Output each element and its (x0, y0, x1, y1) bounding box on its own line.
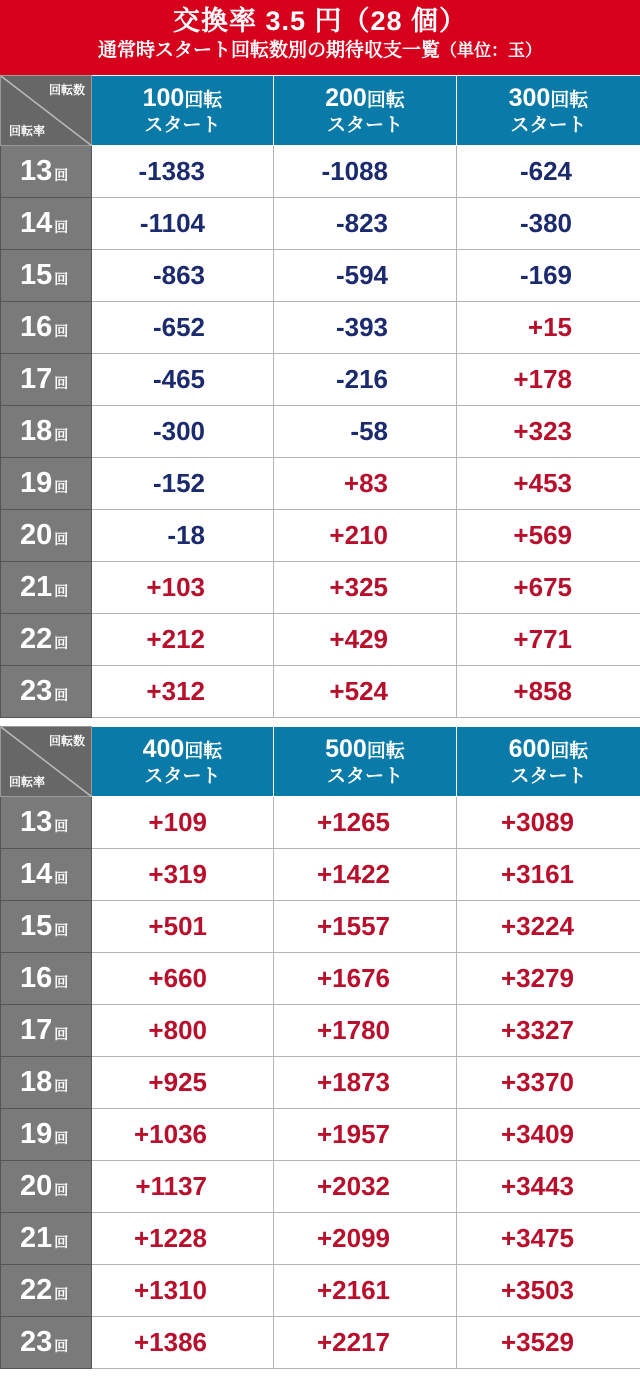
table-row (1, 953, 640, 1005)
value-cell: -380 (457, 198, 640, 250)
column-spins (274, 84, 456, 115)
row-rate-suffix: 回 (54, 1286, 69, 1302)
corner-row-label: 回転率 (9, 124, 46, 138)
table-row (1, 1005, 640, 1057)
column-spins (274, 735, 456, 766)
table-row (1, 614, 640, 666)
column-start-label: スタート (510, 765, 587, 787)
column-header-100 (92, 76, 274, 146)
corner-col-label: 回転数 (48, 734, 85, 748)
table-row (1, 146, 640, 198)
row-header-16 (1, 302, 92, 354)
row-rate-suffix: 回 (54, 479, 69, 495)
row-rate-value: 21 (20, 1222, 53, 1254)
row-header-15 (1, 250, 92, 302)
corner-row-label: 回転率 (9, 775, 46, 789)
table-row (1, 562, 640, 614)
unit-label: （単位：玉） (440, 41, 542, 60)
value-cell: +2032 (274, 1161, 457, 1213)
value-cell: +569 (457, 510, 640, 562)
value-cell: +3443 (457, 1161, 640, 1213)
value-cell: -1383 (92, 146, 274, 198)
column-spins-unit: 回転 (366, 740, 405, 762)
value-cell: +1228 (92, 1213, 274, 1265)
value-cell: -652 (92, 302, 274, 354)
column-header-400 (92, 727, 274, 797)
value-cell: +3161 (457, 849, 640, 901)
table-row (1, 849, 640, 901)
row-rate-suffix: 回 (54, 271, 69, 287)
table-row (1, 354, 640, 406)
value-cell: +2217 (274, 1317, 457, 1369)
row-header-23 (1, 1317, 92, 1369)
row-rate-value: 18 (20, 415, 53, 447)
table-row (1, 1057, 640, 1109)
value-cell: +210 (274, 510, 457, 562)
row-rate-value: 14 (20, 858, 53, 890)
row-rate-suffix: 回 (54, 375, 69, 391)
table-gap (0, 718, 640, 726)
column-start-label: スタート (326, 114, 403, 136)
column-spins-number: 500 (325, 734, 367, 763)
row-rate-value: 19 (20, 467, 53, 499)
table-row (1, 198, 640, 250)
value-cell: +1873 (274, 1057, 457, 1109)
title-banner (0, 0, 640, 75)
column-spins (457, 735, 640, 766)
column-spins-unit: 回転 (366, 89, 405, 111)
row-rate-suffix: 回 (54, 635, 69, 651)
row-rate-suffix: 回 (54, 219, 69, 235)
value-cell: -1088 (274, 146, 457, 198)
value-cell: +1386 (92, 1317, 274, 1369)
column-header-300 (457, 76, 640, 146)
value-cell: +453 (457, 458, 640, 510)
value-cell: +1137 (92, 1161, 274, 1213)
table-row (1, 797, 640, 849)
row-rate-value: 19 (20, 1118, 53, 1150)
value-cell: +3503 (457, 1265, 640, 1317)
value-cell: +1422 (274, 849, 457, 901)
row-rate-value: 22 (20, 1274, 53, 1306)
page-subtitle (0, 37, 640, 65)
value-cell: +501 (92, 901, 274, 953)
column-spins-number: 100 (142, 83, 185, 112)
column-header-200 (274, 76, 457, 146)
row-header-15 (1, 901, 92, 953)
table-header-row (1, 727, 640, 797)
row-rate-value: 17 (20, 363, 53, 395)
expected-value-table (0, 726, 640, 1369)
value-cell: +109 (92, 797, 274, 849)
row-rate-value: 13 (20, 155, 53, 187)
value-cell: -300 (92, 406, 274, 458)
table-row (1, 901, 640, 953)
value-cell: +771 (457, 614, 640, 666)
row-rate-suffix: 回 (54, 583, 69, 599)
column-start-label: スタート (510, 114, 587, 136)
value-cell: +3475 (457, 1213, 640, 1265)
row-rate-value: 23 (20, 1326, 53, 1358)
row-rate-suffix: 回 (54, 427, 69, 443)
row-rate-value: 14 (20, 207, 53, 239)
table-row (1, 406, 640, 458)
value-cell: +312 (92, 666, 274, 718)
row-rate-suffix: 回 (54, 922, 69, 938)
table-row (1, 302, 640, 354)
value-cell: +524 (274, 666, 457, 718)
value-cell: +3327 (457, 1005, 640, 1057)
corner-cell (1, 76, 92, 146)
column-start-label: スタート (144, 114, 221, 136)
column-spins-unit: 回転 (184, 89, 223, 111)
value-cell: +2161 (274, 1265, 457, 1317)
table-row (1, 666, 640, 718)
value-cell: +925 (92, 1057, 274, 1109)
column-spins-number: 300 (508, 83, 551, 112)
row-rate-value: 16 (20, 962, 53, 994)
value-cell: +1265 (274, 797, 457, 849)
row-rate-value: 22 (20, 623, 53, 655)
value-cell: +1957 (274, 1109, 457, 1161)
value-cell: -1104 (92, 198, 274, 250)
page-title: 交換率 3.5 円（28 個） (172, 6, 468, 36)
row-header-17 (1, 1005, 92, 1057)
value-cell: +319 (92, 849, 274, 901)
column-spins-number: 200 (325, 83, 367, 112)
column-start-label: スタート (326, 765, 403, 787)
row-rate-value: 23 (20, 675, 53, 707)
row-rate-suffix: 回 (54, 323, 69, 339)
value-cell: +103 (92, 562, 274, 614)
row-header-22 (1, 1265, 92, 1317)
column-spins (92, 84, 273, 115)
value-cell: +83 (274, 458, 457, 510)
row-rate-value: 15 (20, 259, 53, 291)
column-start-label: スタート (144, 765, 221, 787)
row-header-21 (1, 562, 92, 614)
row-header-21 (1, 1213, 92, 1265)
value-cell: -624 (457, 146, 640, 198)
row-header-18 (1, 1057, 92, 1109)
value-cell: -863 (92, 250, 274, 302)
row-header-20 (1, 510, 92, 562)
column-header-600 (457, 727, 640, 797)
row-rate-suffix: 回 (54, 818, 69, 834)
value-cell: +429 (274, 614, 457, 666)
row-rate-value: 20 (20, 1170, 53, 1202)
value-cell: +3279 (457, 953, 640, 1005)
row-rate-suffix: 回 (54, 531, 69, 547)
value-cell: -18 (92, 510, 274, 562)
column-spins-unit: 回転 (550, 89, 589, 111)
value-cell: +3224 (457, 901, 640, 953)
value-cell: +3409 (457, 1109, 640, 1161)
value-cell: +660 (92, 953, 274, 1005)
value-cell: +1036 (92, 1109, 274, 1161)
row-header-13 (1, 797, 92, 849)
row-rate-suffix: 回 (54, 1078, 69, 1094)
value-cell: -465 (92, 354, 274, 406)
value-cell: -169 (457, 250, 640, 302)
value-cell: +3529 (457, 1317, 640, 1369)
value-cell: +1676 (274, 953, 457, 1005)
row-rate-value: 20 (20, 519, 53, 551)
subtitle-text: 通常時スタート回転数別の期待収支一覧 (97, 40, 440, 61)
column-header-500 (274, 727, 457, 797)
value-cell: +858 (457, 666, 640, 718)
value-cell: +2099 (274, 1213, 457, 1265)
table-header-row (1, 76, 640, 146)
column-spins-number: 400 (142, 734, 185, 763)
row-rate-value: 16 (20, 311, 53, 343)
row-rate-suffix: 回 (54, 1130, 69, 1146)
row-header-16 (1, 953, 92, 1005)
row-rate-value: 18 (20, 1066, 53, 1098)
value-cell: -393 (274, 302, 457, 354)
row-rate-suffix: 回 (54, 167, 69, 183)
table-row (1, 1109, 640, 1161)
table-row (1, 1213, 640, 1265)
table-row (1, 1265, 640, 1317)
corner-cell (1, 727, 92, 797)
value-cell: +1310 (92, 1265, 274, 1317)
value-cell: -58 (274, 406, 457, 458)
value-cell: -594 (274, 250, 457, 302)
table-row (1, 1317, 640, 1369)
row-rate-suffix: 回 (54, 1182, 69, 1198)
row-rate-suffix: 回 (54, 687, 69, 703)
row-header-19 (1, 458, 92, 510)
row-rate-value: 13 (20, 806, 53, 838)
value-cell: +15 (457, 302, 640, 354)
table-row (1, 458, 640, 510)
column-spins-unit: 回転 (184, 740, 223, 762)
row-header-22 (1, 614, 92, 666)
row-rate-value: 17 (20, 1014, 53, 1046)
tables-container (0, 75, 640, 1369)
value-cell: -823 (274, 198, 457, 250)
row-header-17 (1, 354, 92, 406)
value-cell: +800 (92, 1005, 274, 1057)
value-cell: +1557 (274, 901, 457, 953)
row-header-14 (1, 198, 92, 250)
row-header-18 (1, 406, 92, 458)
row-rate-value: 15 (20, 910, 53, 942)
value-cell: -152 (92, 458, 274, 510)
row-rate-suffix: 回 (54, 1338, 69, 1354)
corner-col-label: 回転数 (48, 83, 85, 97)
row-rate-suffix: 回 (54, 1026, 69, 1042)
table-row (1, 250, 640, 302)
value-cell: -216 (274, 354, 457, 406)
value-cell: +675 (457, 562, 640, 614)
value-cell: +3089 (457, 797, 640, 849)
value-cell: +178 (457, 354, 640, 406)
value-cell: +3370 (457, 1057, 640, 1109)
value-cell: +212 (92, 614, 274, 666)
row-header-20 (1, 1161, 92, 1213)
row-rate-suffix: 回 (54, 974, 69, 990)
row-header-13 (1, 146, 92, 198)
column-spins (92, 735, 273, 766)
column-spins-unit: 回転 (550, 740, 589, 762)
table-row (1, 510, 640, 562)
value-cell: +325 (274, 562, 457, 614)
row-header-14 (1, 849, 92, 901)
row-rate-value: 21 (20, 571, 53, 603)
value-cell: +323 (457, 406, 640, 458)
row-rate-suffix: 回 (54, 870, 69, 886)
column-spins-number: 600 (508, 734, 551, 763)
row-header-19 (1, 1109, 92, 1161)
row-rate-suffix: 回 (54, 1234, 69, 1250)
table-row (1, 1161, 640, 1213)
column-spins (457, 84, 640, 115)
value-cell: +1780 (274, 1005, 457, 1057)
row-header-23 (1, 666, 92, 718)
expected-value-table (0, 75, 640, 718)
